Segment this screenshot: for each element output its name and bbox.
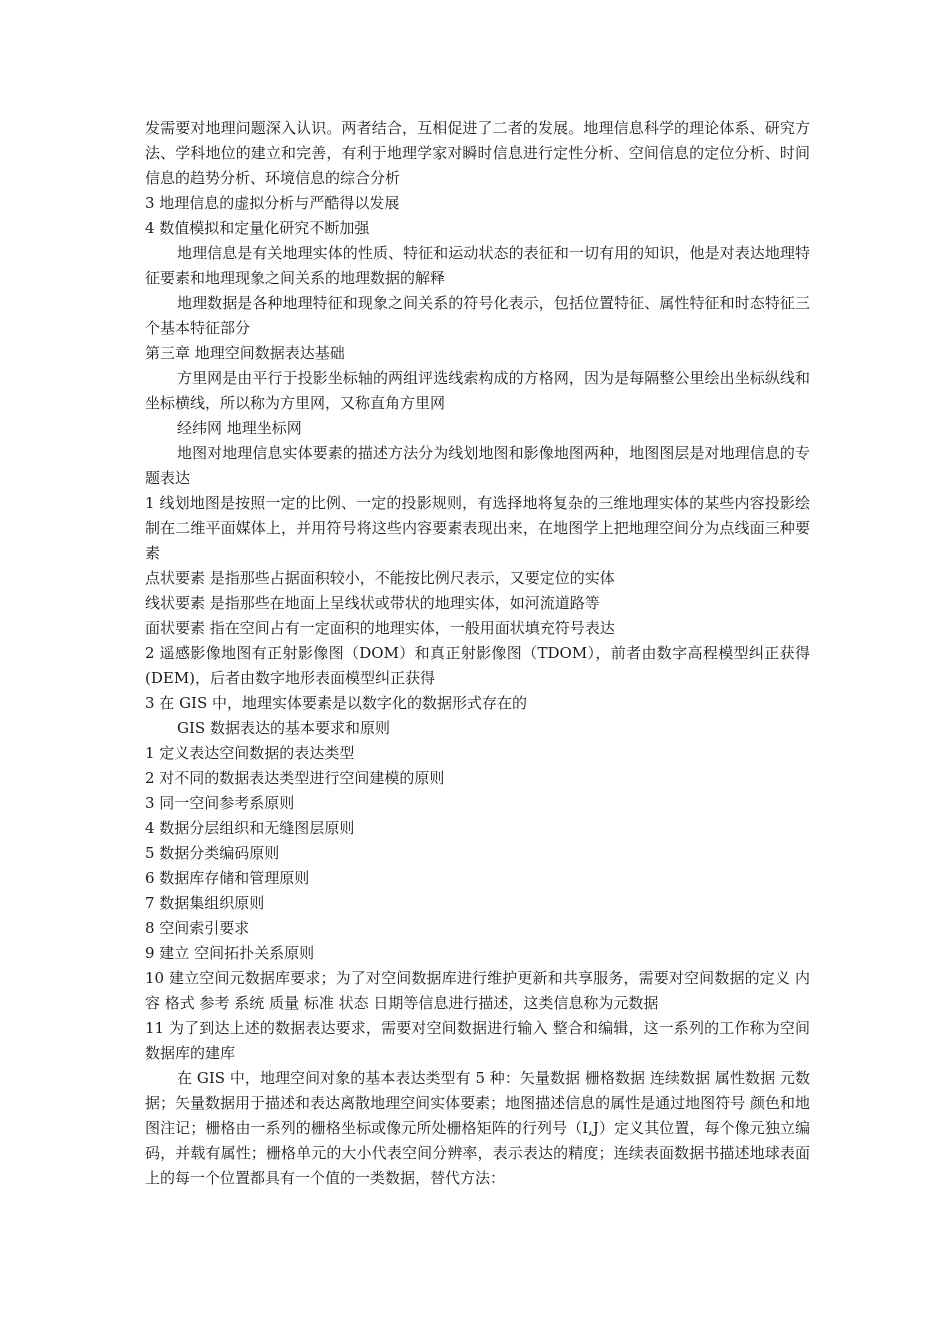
list-item-4-numerical-simulation: 4 数值模拟和定量化研究不断加强: [145, 219, 370, 237]
paragraph-point-features: 点状要素 是指那些占据面积较小，不能按比例尺表示，又要定位的实体: [145, 569, 615, 587]
principle-item-8: 8 空间索引要求: [145, 919, 250, 937]
paragraph-map-methods: 地图对地理信息实体要素的描述方法分为线划地图和影像地图两种，地图图层是对地理信息的专题表达: [145, 444, 810, 487]
principle-item-6: 6 数据库存储和管理原则: [145, 869, 310, 887]
paragraph-geo-data-definition: 地理数据是各种地理特征和现象之间关系的符号化表示，包括位置特征、属性特征和时态特征三个基本特征部分: [145, 294, 810, 337]
principle-item-9: 9 建立 空间拓扑关系原则: [145, 944, 315, 962]
list-item-2-image-map: 2 遥感影像地图有正射影像图（DOM）和真正射影像图（TDOM），前者由数字高程模型纠正获得(DEM)，后者由数字地形表面模型纠正获得: [145, 644, 810, 687]
subheading-gis-principles: GIS 数据表达的基本要求和原则: [177, 719, 390, 737]
principle-item-4: 4 数据分层组织和无缝图层原则: [145, 819, 355, 837]
list-item-3-gis-digital: 3 在 GIS 中，地理实体要素是以数字化的数据形式存在的: [145, 694, 528, 712]
principle-item-2: 2 对不同的数据表达类型进行空间建模的原则: [145, 769, 445, 787]
paragraph-continuation: 发需要对地理问题深入认识。两者结合，互相促进了二者的发展。地理信息科学的理论体系、研究方法、学科地位的建立和完善，有利于地理学家对瞬时信息进行定性分析、空间信息的定位分析、时间信息的趋势分析、环境信息的综合分析: [145, 119, 810, 187]
paragraph-grid-definition: 方里网是由平行于投影坐标轴的两组评选线索构成的方格网，因为是每隔整公里绘出坐标纵线和坐标横线，所以称为方里网，又称直角方里网: [145, 369, 810, 412]
paragraph-gis-data-types: 在 GIS 中，地理空间对象的基本表达类型有 5 种：矢量数据 栅格数据 连续数据 属性数据 元数据；矢量数据用于描述和表达离散地理空间实体要素；地图描述信息的属性是通过地图符号 颜色和地图注记；栅格由一系列的栅格坐标或像元所处栅格矩阵的行列号（I,J）定义其位置，每个像元独立编码，并载有属性；栅格单元的大小代表空间分辨率，表示表达的精度；连续表面数据书描述地球表面上的每一个位置都具有一个值的一类数据，替代方法：: [145, 1069, 810, 1187]
paragraph-graticule: 经纬网 地理坐标网: [177, 419, 302, 437]
principle-item-3: 3 同一空间参考系原则: [145, 794, 295, 812]
principle-item-11: 11 为了到达上述的数据表达要求，需要对空间数据进行输入 整合和编辑，这一系列的工作称为空间数据库的建库: [145, 1019, 810, 1062]
chapter-heading: 第三章 地理空间数据表达基础: [145, 344, 345, 362]
document-page: [145, 116, 810, 1191]
paragraph-line-features: 线状要素 是指那些在地面上呈线状或带状的地理实体，如河流道路等: [145, 594, 600, 612]
list-item-3-virtual-analysis: 3 地理信息的虚拟分析与严酷得以发展: [145, 194, 400, 212]
list-item-1-line-map: 1 线划地图是按照一定的比例、一定的投影规则，有选择地将复杂的三维地理实体的某些内容投影绘制在二维平面媒体上，并用符号将这些内容要素表现出来，在地图学上把地理空间分为点线面三种要素: [145, 494, 810, 562]
paragraph-area-features: 面状要素 指在空间占有一定面积的地理实体，一般用面状填充符号表达: [145, 619, 615, 637]
principle-item-7: 7 数据集组织原则: [145, 894, 265, 912]
principle-item-1: 1 定义表达空间数据的表达类型: [145, 744, 355, 762]
principle-item-5: 5 数据分类编码原则: [145, 844, 280, 862]
paragraph-geo-information-definition: 地理信息是有关地理实体的性质、特征和运动状态的表征和一切有用的知识，他是对表达地理特征要素和地理现象之间关系的地理数据的解释: [145, 244, 810, 287]
principle-item-10: 10 建立空间元数据库要求；为了对空间数据库进行维护更新和共享服务，需要对空间数据的定义 内容 格式 参考 系统 质量 标准 状态 日期等信息进行描述，这类信息称为元数据: [145, 969, 810, 1012]
